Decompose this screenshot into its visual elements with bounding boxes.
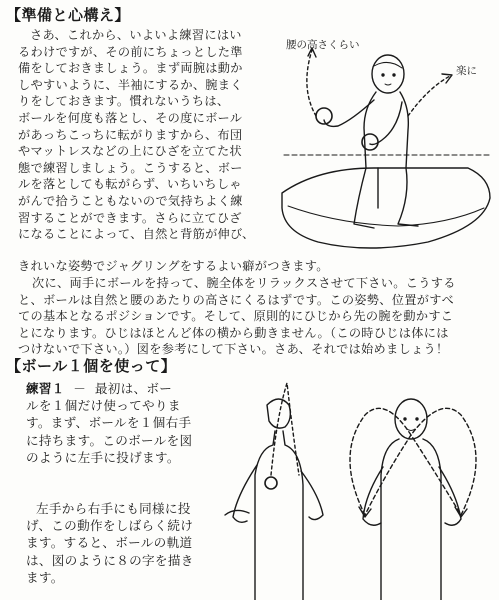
preparation-paragraph-tail bbox=[18, 258, 496, 275]
waist-height-label: 腰の高さくらい bbox=[286, 39, 360, 51]
exercise-label: 練習１ bbox=[26, 381, 65, 396]
relax-arms-paragraph bbox=[18, 275, 496, 358]
text-line: 備をしておきましょう。まず両腕は動か bbox=[18, 61, 243, 76]
text-line: るわけですが、その前にちょっとした準 bbox=[18, 44, 243, 59]
text-line: しやすいように、半袖にするか、腕まく bbox=[18, 77, 243, 92]
text-line: があっちこっちに転がりますから、布団 bbox=[18, 127, 243, 142]
text-line: す。まず、ボールを１個右手 bbox=[26, 415, 192, 431]
text-line: は、図のように８の字を描き bbox=[26, 552, 194, 568]
kneeling-juggler-illustration bbox=[278, 28, 494, 256]
text-line: さあ、これから、いよいよ練習にはい bbox=[30, 28, 242, 42]
text-line: 習することができます。さらに立てひざ bbox=[18, 210, 242, 225]
text-line: ルを落としても転がらず、いちいちしゃ bbox=[18, 177, 242, 192]
exercise-one-paragraph bbox=[26, 380, 226, 466]
text-line: りをしておきます。慣れないうちは、 bbox=[18, 94, 230, 109]
text-fragment: 最初は、ボー bbox=[94, 381, 173, 396]
text-line: とになります。ひじはほとんど体の横から動きません。（この時ひじは体には bbox=[18, 325, 449, 340]
text-line: 左手から右手にも同様に投 bbox=[36, 501, 191, 516]
relax-label: 楽に bbox=[456, 65, 477, 77]
text-line: がんで拾うこともないので気持ちよく練 bbox=[18, 193, 243, 208]
text-line: ての基本となるポジションです。そして、原則的にひじから先の腕を動かすこ bbox=[18, 309, 454, 324]
section-heading-one-ball: 【ボール１個を使って】 bbox=[6, 357, 177, 375]
text-line: と、ボールは自然と腰のあたりの高さにくるはずです。この姿勢、位置がすべ bbox=[18, 292, 454, 307]
text-line: つけないで下さい。）図を参考にして下さい。さあ、それでは始めましょう！ bbox=[18, 342, 449, 357]
text-line: のように左手に投げます。 bbox=[26, 449, 180, 465]
text-line: やマットレスなどの上にひざを立てた状 bbox=[18, 144, 242, 159]
one-ball-throw-illustration bbox=[215, 375, 495, 600]
text-line: ボールを何度も落とし、その度にボール bbox=[18, 110, 243, 125]
text-line: 態で練習しましょう。こうすると、ボー bbox=[18, 160, 243, 175]
exercise-one-continuation bbox=[26, 500, 226, 586]
text-line: になることによって、自然と背筋が伸び、 bbox=[18, 227, 255, 242]
text-line: げ、この動作をしばらく続け bbox=[26, 518, 194, 534]
section-heading-preparation: 【準備と心構え】 bbox=[6, 6, 131, 24]
exercise-dash: － bbox=[73, 381, 87, 396]
text-line: ルを１個だけ使ってやりま bbox=[26, 398, 181, 414]
text-line: ます。すると、ボールの軌道 bbox=[26, 535, 193, 551]
text-line: ます。 bbox=[26, 569, 64, 585]
text-line: きれいな姿勢でジャグリングをするよい癖がつきます。 bbox=[18, 259, 329, 273]
preparation-paragraph bbox=[18, 27, 280, 243]
text-line: 次に、両手にボールを持って、腕全体をリラックスさせて下さい。こうする bbox=[32, 276, 456, 290]
text-line bbox=[26, 380, 226, 397]
text-line: に持ちます。このボールを図 bbox=[26, 432, 193, 448]
